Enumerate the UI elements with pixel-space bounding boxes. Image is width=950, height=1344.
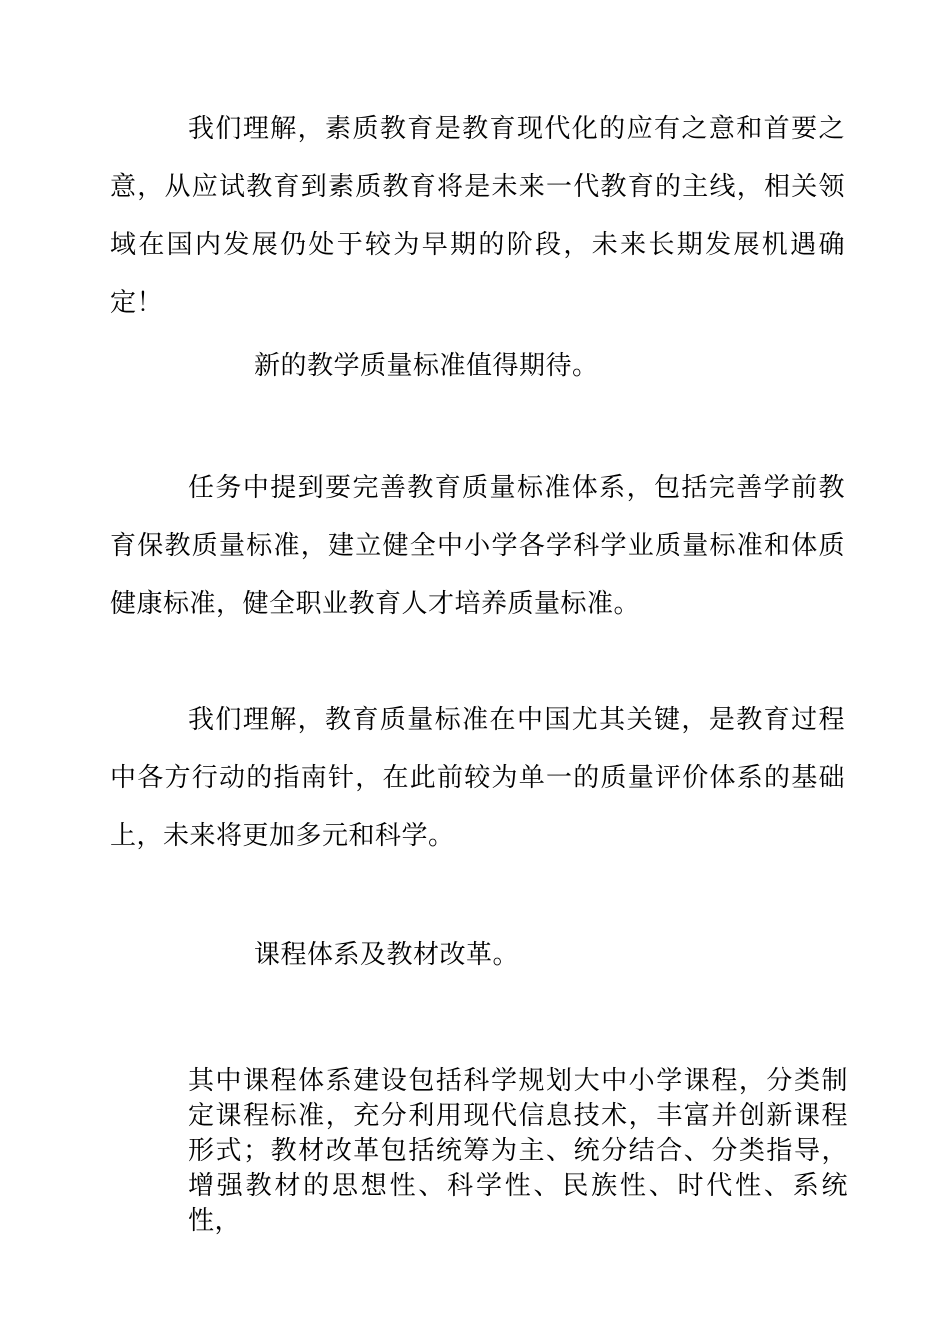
- paragraph-standards-importance: 我们理解，教育质量标准在中国尤其关键，是教育过程中各方行动的指南针，在此前较为单一的质量评价体系的基础上，未来将更加多元和科学。: [110, 705, 845, 851]
- paragraph-curriculum-system: 其中课程体系建设包括科学规划大中小学课程，分类制定课程标准，充分利用现代信息技术，丰富并创新课程形式；教材改革包括统筹为主、统分结合、分类指导，增强教材的思想性、科学性、民族性、时代性、系统性，: [188, 1066, 848, 1236]
- heading-curriculum-reform: 课程体系及教材改革。: [254, 940, 520, 970]
- heading-teaching-quality-standards: 新的教学质量标准值得期待。: [254, 351, 599, 381]
- paragraph-quality-education: 我们理解，素质教育是教育现代化的应有之意和首要之意，从应试教育到素质教育将是未来一代教育的主线，相关领域在国内发展仍处于较为早期的阶段，未来长期发展机遇确定！: [110, 114, 845, 318]
- paragraph-quality-standard-system: 任务中提到要完善教育质量标准体系，包括完善学前教育保教质量标准，建立健全中小学各学科学业质量标准和体质健康标准，健全职业教育人才培养质量标准。: [110, 473, 845, 619]
